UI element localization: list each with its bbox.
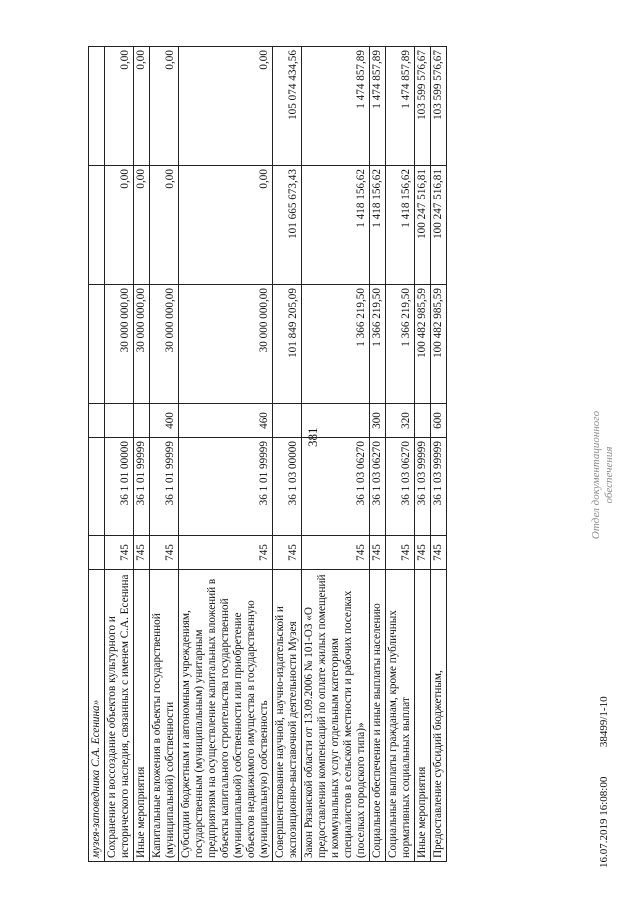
row-amount-2021: 100 247 516,81 xyxy=(431,166,447,285)
row-amount-2021: 0,00 xyxy=(134,166,150,285)
row-amount-2022 xyxy=(89,47,105,166)
table-row xyxy=(386,47,415,862)
page-number: 381 xyxy=(305,427,320,447)
row-csr-code: 36 1 03 06270 xyxy=(386,438,415,536)
row-csr-code: 36 1 01 99999 xyxy=(179,438,273,536)
row-csr-code: 36 1 03 06270 xyxy=(370,438,386,536)
row-amount-2021: 1 418 156,62 xyxy=(386,166,415,285)
row-gr-code: 745 xyxy=(134,536,150,570)
row-amount-2022: 1 474 857,89 xyxy=(370,47,386,166)
stamp-line-1: Отдел документационного xyxy=(590,410,602,540)
footer-date-time: 16.07.2019 16:08:00 xyxy=(598,776,610,868)
department-stamp xyxy=(590,405,616,545)
table-row xyxy=(273,47,302,862)
row-csr-code: 36 1 03 99999 xyxy=(431,438,447,536)
row-amount-2020: 1 366 219,50 xyxy=(370,285,386,404)
row-amount-2022: 1 474 857,89 xyxy=(386,47,415,166)
row-gr-code: 745 xyxy=(415,536,431,570)
row-gr-code: 745 xyxy=(370,536,386,570)
table-row xyxy=(150,47,179,862)
row-name: Иные мероприятия xyxy=(134,570,150,862)
row-vr-code: 600 xyxy=(431,404,447,438)
row-amount-2020: 30 000 000,00 xyxy=(134,285,150,404)
budget-table xyxy=(88,46,447,862)
row-csr-code: 36 1 03 00000 xyxy=(273,438,302,536)
row-amount-2020: 100 482 985,59 xyxy=(415,285,431,404)
row-name: музея-заповедника С.А. Есенина» xyxy=(89,570,105,862)
row-vr-code: 400 xyxy=(150,404,179,438)
table-row xyxy=(415,47,431,862)
row-name: Капитальные вложения в объекты государственной (муниципальной) собственности xyxy=(150,570,179,862)
row-gr-code: 745 xyxy=(273,536,302,570)
row-gr-code: 745 xyxy=(150,536,179,570)
row-vr-code xyxy=(134,404,150,438)
row-amount-2022: 0,00 xyxy=(150,47,179,166)
row-amount-2022: 103 599 576,67 xyxy=(431,47,447,166)
row-name: Сохранение и воссоздание объектов культурного и исторического наследия, связанных с именем С.А. Есенина xyxy=(105,570,134,862)
row-csr-code: 36 1 03 06270 xyxy=(302,438,370,536)
row-amount-2022: 1 474 857,89 xyxy=(302,47,370,166)
row-amount-2021: 0,00 xyxy=(150,166,179,285)
row-csr-code: 36 1 01 00000 xyxy=(105,438,134,536)
row-amount-2021: 0,00 xyxy=(179,166,273,285)
row-amount-2022: 0,00 xyxy=(105,47,134,166)
row-amount-2021 xyxy=(89,166,105,285)
row-gr-code: 745 xyxy=(386,536,415,570)
row-amount-2020: 1 366 219,50 xyxy=(386,285,415,404)
row-amount-2021: 1 418 156,62 xyxy=(302,166,370,285)
row-name: Социальные выплаты гражданам, кроме публичных нормативных социальных выплат xyxy=(386,570,415,862)
row-gr-code xyxy=(89,536,105,570)
table-row xyxy=(302,47,370,862)
row-name: Совершенствование научной, научно-издательской и экспозиционно-выставочной деятельности Музея xyxy=(273,570,302,862)
row-gr-code: 745 xyxy=(302,536,370,570)
row-vr-code: 320 xyxy=(386,404,415,438)
row-amount-2021: 1 418 156,62 xyxy=(370,166,386,285)
row-vr-code xyxy=(273,404,302,438)
table-row xyxy=(370,47,386,862)
table-row xyxy=(105,47,134,862)
row-vr-code xyxy=(302,404,370,438)
row-amount-2022: 0,00 xyxy=(134,47,150,166)
budget-table-rotated xyxy=(88,47,640,862)
row-amount-2020: 30 000 000,00 xyxy=(150,285,179,404)
row-amount-2022: 105 074 434,56 xyxy=(273,47,302,166)
row-amount-2020: 30 000 000,00 xyxy=(105,285,134,404)
row-amount-2022: 103 599 576,67 xyxy=(415,47,431,166)
row-amount-2020: 1 366 219,50 xyxy=(302,285,370,404)
row-name: Предоставление субсидий бюджетным, xyxy=(431,570,447,862)
row-amount-2020: 100 482 985,59 xyxy=(431,285,447,404)
table-row xyxy=(179,47,273,862)
row-vr-code xyxy=(89,404,105,438)
table-row xyxy=(134,47,150,862)
row-amount-2020 xyxy=(89,285,105,404)
row-amount-2020: 30 000 000,00 xyxy=(179,285,273,404)
row-csr-code xyxy=(89,438,105,536)
row-amount-2022: 0,00 xyxy=(179,47,273,166)
table-row xyxy=(89,47,105,862)
row-name: Иные мероприятия xyxy=(415,570,431,862)
row-gr-code: 745 xyxy=(179,536,273,570)
row-vr-code: 300 xyxy=(370,404,386,438)
row-csr-code: 36 1 03 99999 xyxy=(415,438,431,536)
footer xyxy=(598,696,610,868)
row-vr-code: 460 xyxy=(179,404,273,438)
row-amount-2020: 101 849 205,09 xyxy=(273,285,302,404)
row-name: Социальное обеспечение и иные выплаты населению xyxy=(370,570,386,862)
row-name: Закон Рязанской области от 13.09.2006 № 101-ОЗ «О предоставлении компенсаций по оплате жилых помещений и коммунальных услуг отдельным категориям специалистов в сельской местности и рабочих поселках (поселках городского типа)» xyxy=(302,570,370,862)
row-vr-code xyxy=(105,404,134,438)
row-gr-code: 745 xyxy=(431,536,447,570)
row-name: Субсидии бюджетным и автономным учреждениям, государственным (муниципальным) унитарным предприятиям на осуществление капитальных вложений в объекты капитального строительства государственной (муниципальной) собственности или приобретение объектов недвижимого имущества в государственную (муниципальную) собственность xyxy=(179,570,273,862)
stamp-line-2: обеспечения xyxy=(603,446,615,504)
row-gr-code: 745 xyxy=(105,536,134,570)
row-amount-2021: 100 247 516,81 xyxy=(415,166,431,285)
row-csr-code: 36 1 01 99999 xyxy=(150,438,179,536)
row-csr-code: 36 1 01 99999 xyxy=(134,438,150,536)
table-row xyxy=(431,47,447,862)
footer-doc-id: 38499/1-10 xyxy=(598,696,610,748)
row-vr-code xyxy=(415,404,431,438)
row-amount-2021: 0,00 xyxy=(105,166,134,285)
row-amount-2021: 101 665 673,43 xyxy=(273,166,302,285)
